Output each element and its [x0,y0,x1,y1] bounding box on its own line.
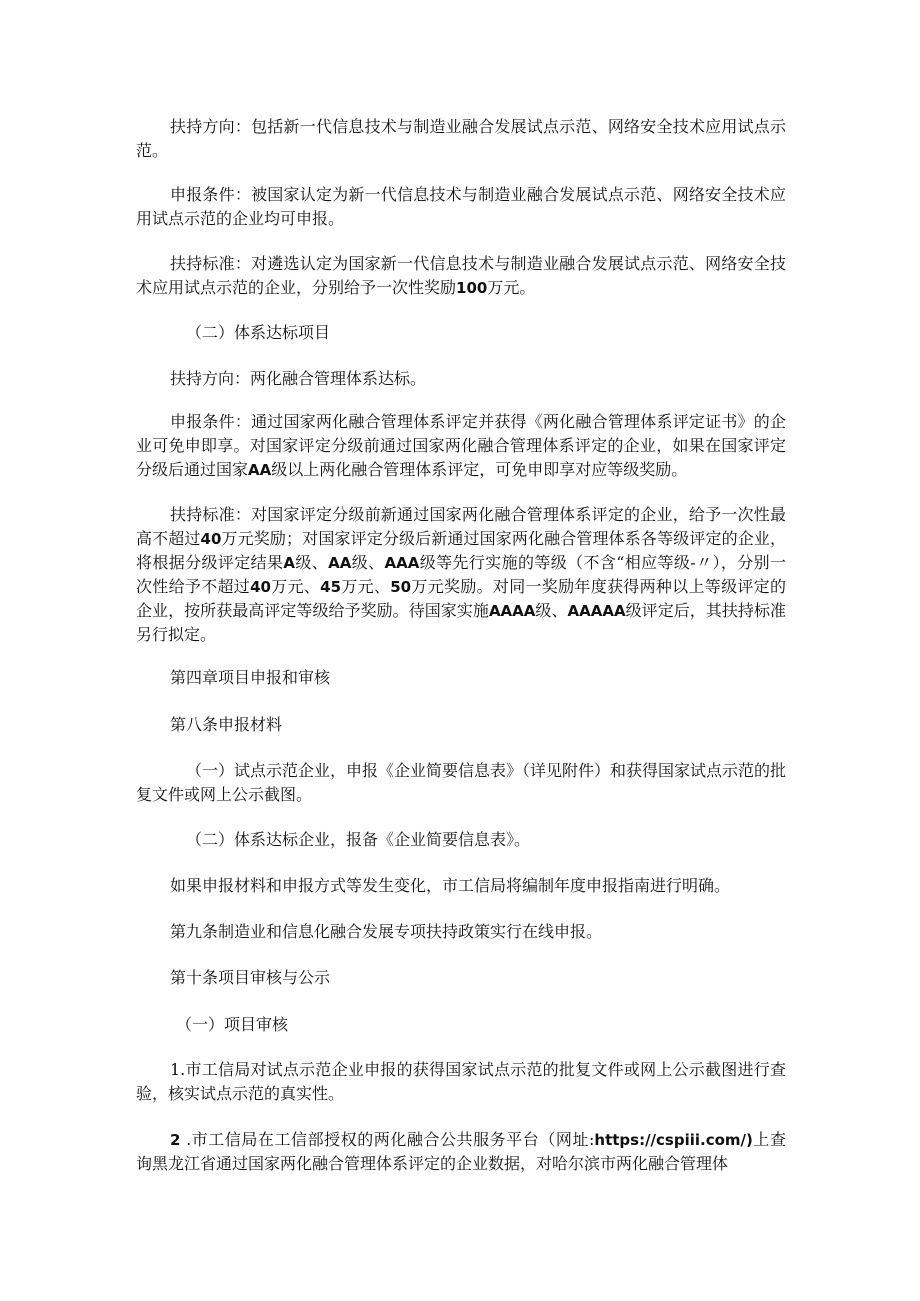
text-segment: 级等先行实施的等级（不含“相应等级-〃），分别一次性给予不超过 [136,553,786,596]
chapter-heading-4 [136,666,786,690]
text-segment: 级、 [535,601,568,620]
text-segment: 申报条件：通过国家两化融合管理体系评定并获得《两化融合管理体系评定证书》的企业可免申即享。对国家评定分级前通过国家两化融合管理体系评定的企业，如果在国家评定分级后通过国家 [136,412,786,479]
article-heading-8 [136,713,786,737]
bold-grade: AAAA [488,602,536,620]
bold-number: 40 [250,578,271,596]
text-segment: （二）体系达标项目 [186,323,331,342]
paragraph-review-item-1 [136,1058,786,1106]
text-segment: .市工信局在工信部授权的两化融合公共服务平台（网址: [180,1130,595,1149]
paragraph-support-standard-pilot [136,252,786,300]
text-segment: 扶持方向：两化融合管理体系达标。 [170,369,427,388]
text-segment: 万元奖励；对国家评定分级后新通过国家两化融合管理体系各等级评定的企业，将根据分级评定结果 [136,529,786,572]
text-segment: 万元、 [270,577,321,596]
paragraph-review-item-2 [136,1128,786,1176]
text-segment: 扶持方向：包括新一代信息技术与制造业融合发展试点示范、网络安全技术应用试点示范。 [136,117,786,160]
paragraph-application-conditions-pilot [136,183,786,231]
paragraph-support-direction-system [136,367,786,391]
text-segment: 级以上两化融合管理体系评定，可免申即享对应等级奖励。 [271,460,688,479]
text-segment: 级评定后，其扶持标准另行拟定。 [136,601,786,644]
article-heading-10 [136,966,786,990]
paragraph-support-standard-system [136,503,786,647]
text-segment: 上查询黑龙江省通过国家两化融合管理体系评定的企业数据，对哈尔滨市两化融合管理体 [136,1130,786,1173]
text-segment: 如果申报材料和申报方式等发生变化，市工信局将编制年度申报指南进行明确。 [170,876,731,895]
paragraph-support-direction-pilot [136,115,786,163]
bold-number: 50 [390,578,412,596]
bold-grade: A [283,554,296,572]
bold-number: 45 [320,578,342,596]
text-segment: 万元奖励。对同一奖励年度获得两种以上等级评定的企业，按所获最高评定等级给予奖励。待国家实施 [136,577,786,620]
bold-url: https://cspiii.com/) [594,1131,753,1149]
subsection-heading-review [136,1013,786,1037]
text-segment: 扶持标准：对国家评定分级前新通过国家两化融合管理体系评定的企业，给予一次性最高不超过 [136,505,786,548]
text-segment: 第八条申报材料 [170,715,283,734]
text-segment: 级、 [295,553,329,572]
text-segment: 万元、 [341,577,391,596]
bold-grade: AA [248,461,272,479]
bold-grade: AAA [384,554,420,572]
text-segment: 扶持标准：对遴选认定为国家新一代信息技术与制造业融合发展试点示范、网络安全技术应用试点示范的企业，分别给予一次性奖励 [136,254,786,297]
bold-number: 100 [456,279,488,297]
text-segment: 第四章项目申报和审核 [170,668,331,687]
text-segment: （二）体系达标企业，报备《企业简要信息表》。 [186,830,531,849]
paragraph-application-conditions-system [136,410,786,482]
bold-number: 2 [170,1131,181,1149]
bold-number: 40 [200,530,222,548]
text-segment: 第十条项目审核与公示 [170,968,331,987]
paragraph-materials-system [136,828,786,852]
text-segment: 申报条件：被国家认定为新一代信息技术与制造业融合发展试点示范、网络安全技术应用试点示范的企业均可申报。 [136,185,786,228]
text-segment: 级、 [351,553,385,572]
bold-grade: AA [328,554,352,572]
paragraph-materials-pilot [136,759,786,807]
text-segment: （一）试点示范企业，申报《企业简要信息表》（详见附件）和获得国家试点示范的批复文件或网上公示截图。 [136,761,787,804]
bold-grade: AAAAA [567,602,626,620]
article-heading-9 [136,920,786,944]
text-segment: 1.市工信局对试点示范企业申报的获得国家试点示范的批复文件或网上公示截图进行查验，核实试点示范的真实性。 [136,1060,786,1103]
text-segment: 第九条制造业和信息化融合发展专项扶持政策实行在线申报。 [170,922,603,941]
text-segment: （一）项目审核 [176,1015,289,1034]
paragraph-changes-note [136,874,786,898]
section-heading-system-compliance [136,321,786,345]
text-segment: 万元。 [487,278,536,297]
